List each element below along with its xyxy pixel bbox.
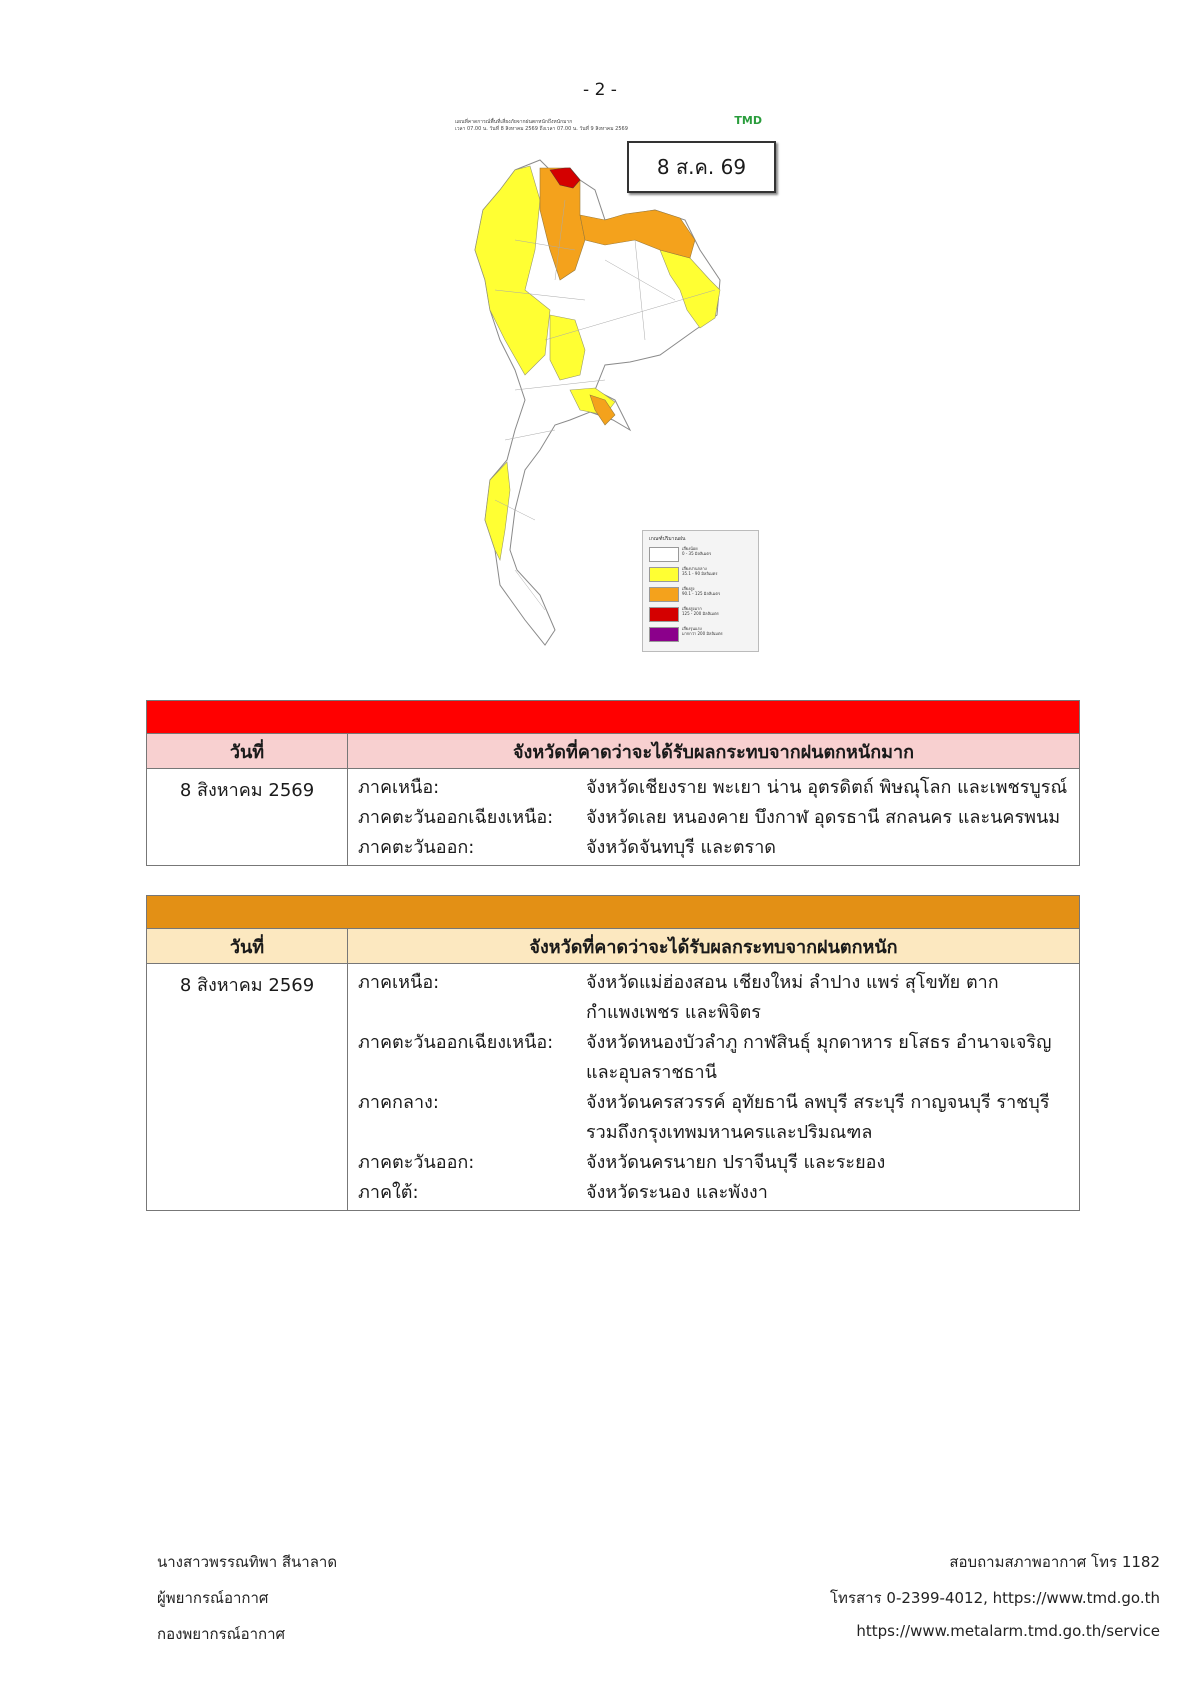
region-name: ภาคกลาง: <box>358 1092 439 1113</box>
column-header-provinces: จังหวัดที่คาดว่าจะได้รับผลกระทบจากฝนตกหนักมาก <box>348 734 1080 769</box>
very-heavy-rain-table <box>146 700 1080 866</box>
legend-range: มากกว่า 200 มิลลิเมตร <box>682 631 723 636</box>
legend-label: เสี่ยงสูงมาก <box>682 606 702 611</box>
region-name: ภาคตะวันออก: <box>358 837 475 858</box>
legend-swatch-white <box>649 547 679 562</box>
region-row <box>358 1178 1071 1208</box>
legend-item <box>649 605 749 622</box>
column-header-date: วันที่ <box>147 929 348 964</box>
region-provinces: จังหวัดแม่ฮ่องสอน เชียงใหม่ ลำปาง แพร่ สุโขทัย ตาก กำแพงเพชร และพิจิตร <box>586 972 999 1023</box>
legend-label: เสี่ยงสูง <box>682 586 695 591</box>
regions-cell <box>348 964 1080 1211</box>
region-name: ภาคเหนือ: <box>358 777 440 798</box>
orange-alert-bar <box>147 896 1080 929</box>
region-provinces: จังหวัดระนอง และพังงา <box>586 1182 768 1203</box>
map-header <box>455 110 770 140</box>
map-header-title: แผนที่คาดการณ์พื้นที่เสี่ยงภัยจากฝนตกหนักถึงหนักมาก <box>455 119 573 125</box>
legend-range: 0 - 35 มิลลิเมตร <box>682 551 712 556</box>
legend-title: เกณฑ์ปริมาณฝน <box>649 536 686 542</box>
service-url: https://www.metalarm.tmd.go.th/service <box>856 1622 1160 1640</box>
heavy-rain-table <box>146 895 1080 1211</box>
region-name: ภาคเหนือ: <box>358 972 440 993</box>
region-name: ภาคตะวันออก: <box>358 1152 475 1173</box>
region-name: ภาคตะวันออกเฉียงเหนือ: <box>358 1032 554 1053</box>
region-provinces: จังหวัดหนองบัวลำภู กาฬสินธุ์ มุกดาหาร ยโสธร อำนาจเจริญ และอุบลราชธานี <box>586 1032 1052 1083</box>
region-provinces: จังหวัดจันทบุรี และตราด <box>586 837 776 858</box>
legend-item <box>649 545 749 562</box>
legend-item <box>649 565 749 582</box>
legend-swatch-orange <box>649 587 679 602</box>
legend-label: เสี่ยงปานกลาง <box>682 566 707 571</box>
legend-range: 125 - 200 มิลลิเมตร <box>682 611 719 616</box>
forecaster-name: นางสาวพรรณทิพา สีนาลาด <box>157 1553 338 1571</box>
tmd-logo-icon: TMD <box>734 114 762 127</box>
region-row <box>358 1148 1071 1178</box>
regions-cell <box>348 769 1080 866</box>
forecaster-title: ผู้พยากรณ์อากาศ <box>157 1589 269 1607</box>
region-provinces: จังหวัดเลย หนองคาย บึงกาฬ อุดรธานี สกลนคร และนครพนม <box>586 807 1061 828</box>
region-name: ภาคตะวันออกเฉียงเหนือ: <box>358 807 554 828</box>
region-provinces: จังหวัดเชียงราย พะเยา น่าน อุตรดิตถ์ พิษณุโลก และเพชรบูรณ์ <box>586 777 1068 798</box>
weather-hotline: สอบถามสภาพอากาศ โทร 1182 <box>949 1553 1160 1571</box>
region-row <box>358 1088 1071 1148</box>
map-legend <box>642 530 759 652</box>
region-name: ภาคใต้: <box>358 1182 419 1203</box>
region-provinces: จังหวัดนครนายก ปราจีนบุรี และระยอง <box>586 1152 886 1173</box>
legend-item <box>649 625 749 642</box>
column-header-date: วันที่ <box>147 734 348 769</box>
legend-range: 35.1 - 90 มิลลิเมตร <box>682 571 718 576</box>
region-row <box>358 803 1071 833</box>
page-number: - 2 - <box>583 80 617 100</box>
legend-label: เสี่ยงรุนแรง <box>682 626 702 631</box>
legend-range: 90.1 - 125 มิลลิเมตร <box>682 591 721 596</box>
region-provinces: จังหวัดนครสวรรค์ อุทัยธานี ลพบุรี สระบุรี กาญจนบุรี ราชบุรี รวมถึงกรุงเทพมหานครและปริมณฑล <box>586 1092 1050 1143</box>
region-row <box>358 968 1071 1028</box>
date-cell: 8 สิงหาคม 2569 <box>147 964 348 1211</box>
column-header-provinces: จังหวัดที่คาดว่าจะได้รับผลกระทบจากฝนตกหนัก <box>348 929 1080 964</box>
fax-website: โทรสาร 0-2399-4012, https://www.tmd.go.th <box>830 1589 1160 1607</box>
legend-swatch-red <box>649 607 679 622</box>
legend-label: เสี่ยงน้อย <box>682 546 698 551</box>
legend-swatch-purple <box>649 627 679 642</box>
region-row <box>358 773 1071 803</box>
division-name: กองพยากรณ์อากาศ <box>157 1625 286 1643</box>
date-cell: 8 สิงหาคม 2569 <box>147 769 348 866</box>
region-row <box>358 1028 1071 1088</box>
red-alert-bar <box>147 701 1080 734</box>
legend-item <box>649 585 749 602</box>
legend-swatch-yellow <box>649 567 679 582</box>
region-row <box>358 833 1071 863</box>
map-date-label: 8 ส.ค. 69 <box>627 141 776 193</box>
map-header-period: เวลา 07.00 น. วันที่ 8 สิงหาคม 2569 ถึงเวลา 07.00 น. วันที่ 9 สิงหาคม 2569 <box>455 126 628 132</box>
